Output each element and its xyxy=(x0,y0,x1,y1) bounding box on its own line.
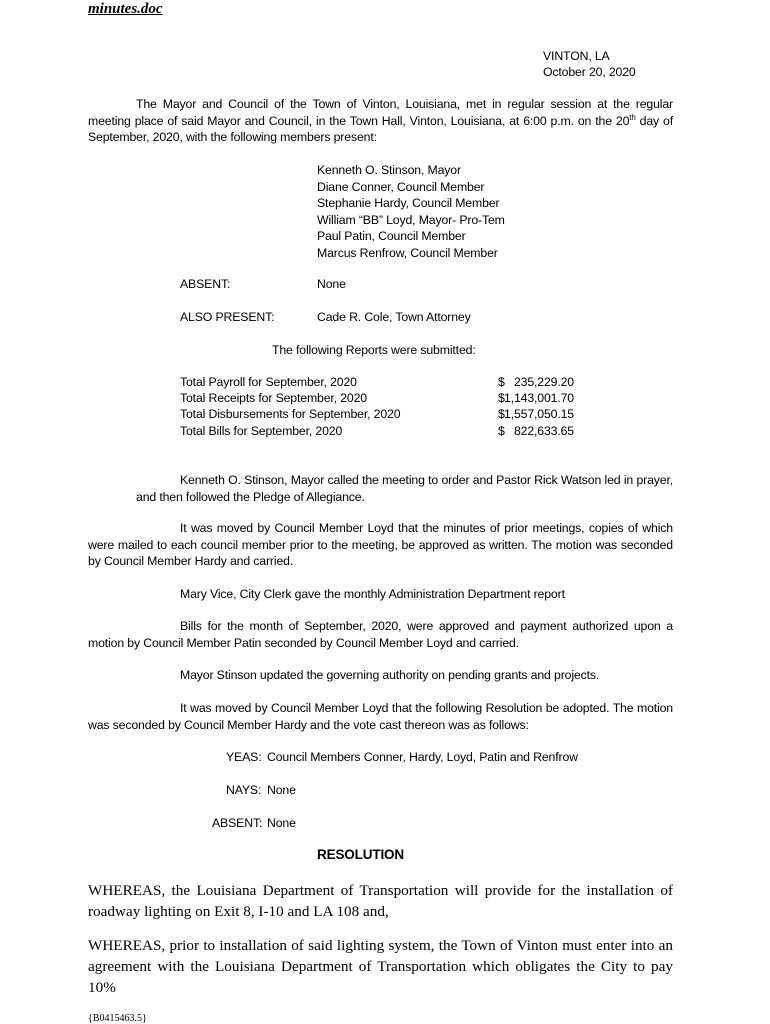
vote-nays-value: None xyxy=(267,783,296,797)
report-row xyxy=(180,374,580,391)
report-amount: 822,633.65 xyxy=(513,424,574,438)
report-label: Total Bills for September, 2020 xyxy=(180,424,343,438)
report-label: Total Payroll for September, 2020 xyxy=(180,375,357,389)
also-present-label: ALSO PRESENT: xyxy=(180,310,275,324)
bills-paragraph: Bills for the month of September, 2020, were approved and payment authorized upon a motion by Council Member Patin seconded by Council Member Loyd and carried. xyxy=(88,619,673,650)
report-currency: $ xyxy=(498,375,505,389)
report-label: Total Disbursements for September, 2020 xyxy=(180,407,401,421)
report-currency: $ xyxy=(498,407,505,421)
also-present-value: Cade R. Cole, Town Attorney xyxy=(317,310,471,324)
member-entry: Diane Conner, Council Member xyxy=(317,179,485,194)
header-date: October 20, 2020 xyxy=(543,65,636,79)
intro-text-start: The Mayor and Council of the Town of Vinton, Louisiana, met in regular session at the regular meeting place of said Mayor and Council, in the Town Hall, Vinton, Louisiana, at 6:00 p.m. on the 20 xyxy=(88,97,673,128)
vote-yeas-value: Council Members Conner, Hardy, Loyd, Patin and Renfrow xyxy=(267,750,578,764)
member-entry: William “BB” Loyd, Mayor- Pro-Tem xyxy=(317,212,505,227)
whereas-clause-1: WHEREAS, the Louisiana Department of Transportation will provide for the installation of roadway lighting on Exit 8, I-10 and LA 108 and, xyxy=(88,882,673,920)
intro-superscript: th xyxy=(629,112,636,122)
mayor-update-paragraph: Mayor Stinson updated the governing authority on pending grants and projects. xyxy=(180,668,600,682)
report-label: Total Receipts for September, 2020 xyxy=(180,391,367,405)
absent-value: None xyxy=(317,277,346,291)
document-filename: minutes.doc xyxy=(88,1,163,17)
report-currency: $ xyxy=(498,391,505,405)
member-entry: Marcus Renfrow, Council Member xyxy=(317,245,498,260)
member-entry: Kenneth O. Stinson, Mayor xyxy=(317,163,461,177)
report-row xyxy=(180,423,580,440)
absent-label: ABSENT: xyxy=(180,277,231,291)
clerk-report-paragraph: Mary Vice, City Clerk gave the monthly Administration Department report xyxy=(180,587,565,601)
member-entry: Stephanie Hardy, Council Member xyxy=(317,196,500,210)
resolution-motion-paragraph: It was moved by Council Member Loyd that the following Resolution be adopted. The motion was seconded by Council Member Hardy and the vote cast thereon was as follows: xyxy=(88,701,673,732)
footer-doc-id: {B0415463.5} xyxy=(88,1013,147,1024)
report-amount: 1,557,050.15 xyxy=(504,407,574,421)
intro-paragraph xyxy=(88,96,673,146)
vote-yeas-label: YEAS: xyxy=(226,750,262,764)
vote-absent-value: None xyxy=(267,816,296,830)
report-row xyxy=(180,390,580,407)
whereas-clause-2: WHEREAS, prior to installation of said lighting system, the Town of Vinton must enter into an agreement with the Louisiana Department of Transportation which obligates the City to pay 10% xyxy=(88,937,673,996)
intro-text-end: day of September, 2020, with the following members present: xyxy=(88,113,673,144)
reports-intro: The following Reports were submitted: xyxy=(272,343,476,357)
call-to-order-paragraph: Kenneth O. Stinson, Mayor called the meeting to order and Pastor Rick Watson led in prayer, and then followed the Pledge of Allegiance. xyxy=(136,473,673,504)
header-location: VINTON, LA xyxy=(543,49,610,63)
report-row xyxy=(180,406,580,423)
vote-nays-label: NAYS: xyxy=(226,783,262,797)
minutes-motion-paragraph: It was moved by Council Member Loyd that the minutes of prior meetings, copies of which were mailed to each council member prior to the meeting, be approved as written. The motion was seconded by Council Member Hardy and carried. xyxy=(88,521,673,568)
resolution-heading: RESOLUTION xyxy=(317,847,405,862)
members-list xyxy=(317,162,505,261)
report-amount: 235,229.20 xyxy=(513,375,574,389)
report-currency: $ xyxy=(498,424,505,438)
member-entry: Paul Patin, Council Member xyxy=(317,229,466,243)
vote-absent-label: ABSENT: xyxy=(212,816,263,830)
report-amount: 1,143,001.70 xyxy=(504,391,574,405)
